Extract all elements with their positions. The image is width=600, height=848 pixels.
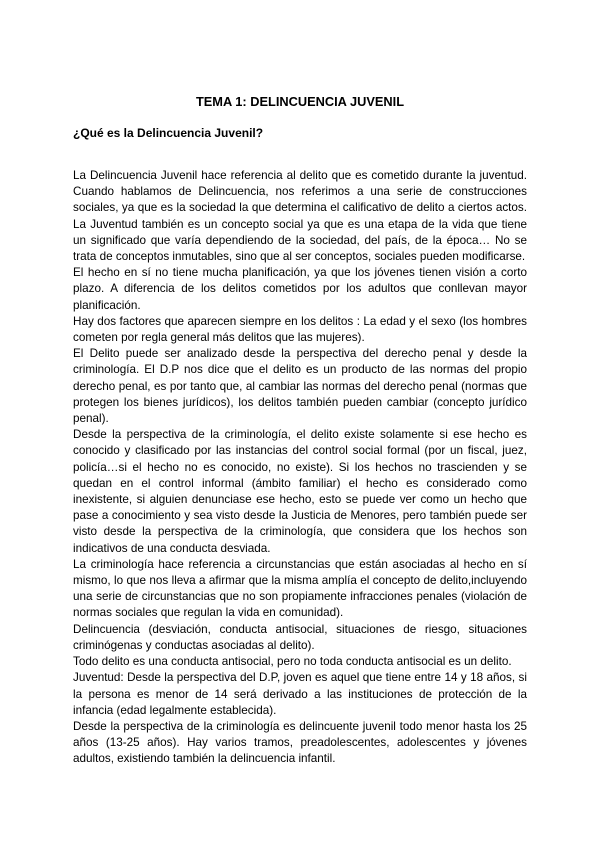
paragraph: Hay dos factores que aparecen siempre en los delitos : La edad y el sexo (los hombres cometen por regla general más delitos que las mujeres). bbox=[73, 314, 527, 345]
paragraph: Todo delito es una conducta antisocial, pero no toda conducta antisocial es un delito. bbox=[73, 655, 512, 669]
paragraph: Delincuencia (desviación, conducta antisocial, situaciones de riesgo, situaciones criminógenas y conductas asociadas al delito). bbox=[73, 622, 527, 652]
paragraph: El Delito puede ser analizado desde la perspectiva del derecho penal y desde la criminología. El D.P nos dice que el delito es un producto de las normas del propio derecho penal, es por tanto que, al cambiar las normas del derecho penal (normas que protegen los bienes jurídicos), los delitos también pueden cambiar (concepto jurídico penal). bbox=[73, 347, 527, 426]
document-body bbox=[73, 168, 527, 768]
paragraph: El hecho en sí no tiene mucha planificación, ya que los jóvenes tienen visión a corto plazo. A diferencia de los delitos cometidos por los adultos que conllevan mayor planificación. bbox=[73, 266, 527, 312]
paragraph: Juventud: Desde la perspectiva del D.P, joven es aquel que tiene entre 14 y 18 años, si la persona es menor de 14 será derivado a las instituciones de protección de la infancia (edad legalmente establecida). bbox=[73, 671, 527, 717]
document-title: TEMA 1: DELINCUENCIA JUVENIL bbox=[195, 94, 405, 109]
paragraph: La criminología hace referencia a circunstancias que están asociadas al hecho en sí mismo, lo que nos lleva a afirmar que la misma amplía el concepto de delito,incluyendo una serie de circunstancias que no son propiamente infracciones penales (violación de normas sociales que regulan la vida en comunidad). bbox=[73, 557, 527, 620]
paragraph: Desde la perspectiva de la criminología es delincuente juvenil todo menor hasta los 25 años (13-25 años). Hay varios tramos, preadolescentes, adolescentes y jóvenes adultos, existiendo también la delincuencia infantil. bbox=[73, 719, 527, 766]
document-page bbox=[73, 92, 527, 768]
section-heading: ¿Qué es la Delincuencia Juvenil? bbox=[73, 126, 264, 140]
paragraph: La Delincuencia Juvenil hace referencia al delito que es cometido durante la juventud. Cuando hablamos de Delincuencia, nos referimos a una serie de construcciones sociales, ya que es la sociedad la que determina el calificativo de delito a ciertos actos. La Juventud también es un concepto social ya que es una etapa de la vida que tiene un significado que varía dependiendo de la sociedad, del país, de la época… No se trata de conceptos inmutables, sino que al ser conceptos, sociales pueden modificarse. bbox=[73, 169, 527, 264]
paragraph: Desde la perspectiva de la criminología, el delito existe solamente si ese hecho es conocido y clasificado por las instancias del control social formal (por un fiscal, juez, policía…si el hecho no es conocido, no existe). Si los hechos no trascienden y se quedan en el control informal (ámbito familiar) el hecho es considerado como inexistente, si alguien denunciase ese hecho, esto se puede ver como un hecho que pase a conocimiento y sea visto desde la Justicia de Menores, pero también puede ser visto desde la perspectiva de la criminología, que considera que los hechos son indicativos de una conducta desviada. bbox=[73, 428, 527, 555]
